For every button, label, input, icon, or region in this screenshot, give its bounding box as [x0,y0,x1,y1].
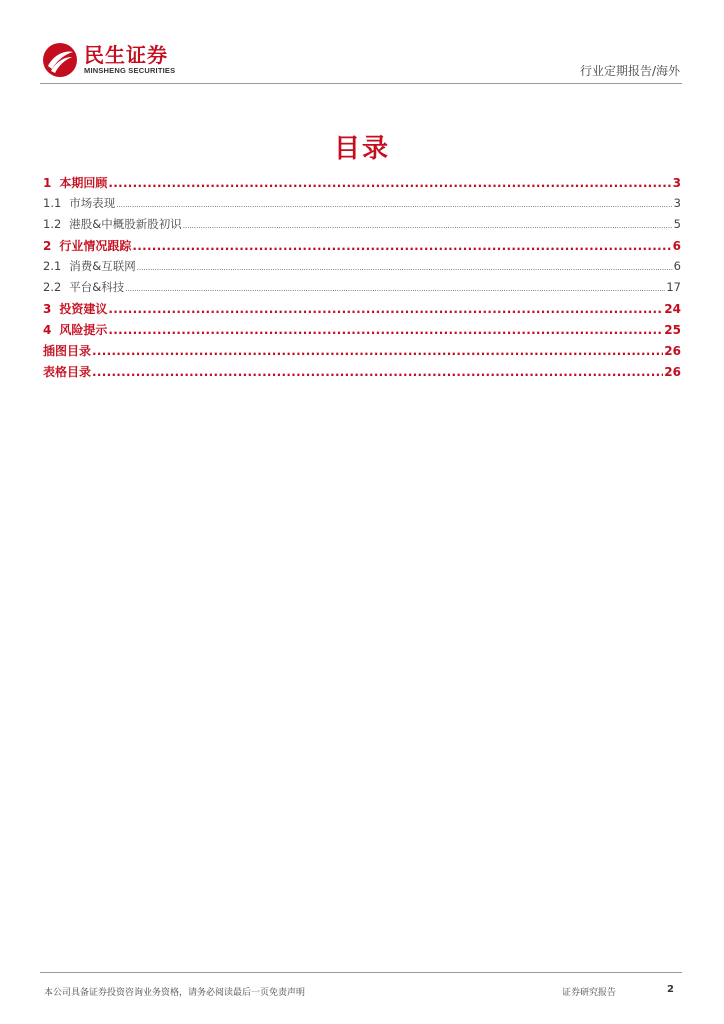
toc-entry-page: 6 [672,239,681,253]
toc-leader-dots [108,176,671,190]
toc-entry-page: 26 [664,365,681,379]
toc-entry-label: 插图目录 [43,344,92,358]
footer-report-type: 证券研究报告 [562,988,617,998]
toc-leader-dots [132,239,671,253]
toc-entry[interactable] [43,237,681,258]
toc-leader-dots [108,323,663,337]
toc-entry-page: 24 [664,302,681,316]
logo-chinese-text: 民生证券 [84,43,168,67]
toc-entry[interactable] [43,363,681,384]
toc-leader-dots [108,302,663,316]
toc-entry[interactable] [43,300,681,321]
toc-entry-label: 平台&科技 [69,280,125,294]
toc-entry-page: 3 [673,196,681,210]
company-logo [42,42,175,78]
page-header [40,38,682,84]
toc-leader-dots [116,201,672,209]
toc-entry-label: 消费&互联网 [69,259,136,273]
toc-entry[interactable] [43,279,681,300]
toc-entry-number: 4 [43,323,52,337]
footer-disclaimer: 本公司具备证券投资咨询业务资格，请务必阅读最后一页免责声明 [44,988,306,998]
toc-entry-label: 市场表现 [69,196,116,210]
toc-entry-number: 1 [43,176,52,190]
toc-entry[interactable] [43,195,681,216]
toc-entry-number: 2.1 [43,259,62,273]
toc-entry-label: 表格目录 [43,365,92,379]
toc-entry-page: 5 [673,217,681,231]
toc-entry-number: 3 [43,302,52,316]
page-footer [40,972,682,1002]
toc-leader-dots [125,285,665,293]
toc-entry-number: 1.2 [43,217,62,231]
toc-title: 目录 [333,134,390,164]
toc-entry-number: 2.2 [43,280,62,294]
toc-entry-label: 行业情况跟踪 [59,239,132,253]
toc-entry[interactable] [43,321,681,342]
toc-leader-dots [92,344,663,358]
toc-entry-label: 港股&中概股新股初识 [69,217,182,231]
toc-entry-page: 6 [673,259,681,273]
toc-entry-label: 投资建议 [59,302,108,316]
toc-entry-page: 3 [672,176,681,190]
document-type: 行业定期报告/海外 [579,64,680,78]
toc-entry-page: 25 [664,323,681,337]
toc-entry-page: 26 [664,344,681,358]
toc-entry-number: 1.1 [43,196,62,210]
toc-entry-label: 风险提示 [59,323,108,337]
toc-entry-number: 2 [43,239,52,253]
toc-leader-dots [92,365,663,379]
toc-leader-dots [137,264,673,272]
toc-entry[interactable] [43,342,681,363]
minsheng-logo-icon [42,42,78,78]
toc-leader-dots [183,222,673,230]
page-number: 2 [667,984,674,995]
toc-entry-page: 17 [666,280,681,294]
toc-entry-label: 本期回顾 [59,176,108,190]
logo-english-text: MINSHENG SECURITIES [84,66,176,75]
toc-entry[interactable] [43,258,681,279]
toc-entry[interactable] [43,216,681,237]
table-of-contents [43,174,681,384]
toc-entry[interactable] [43,174,681,195]
